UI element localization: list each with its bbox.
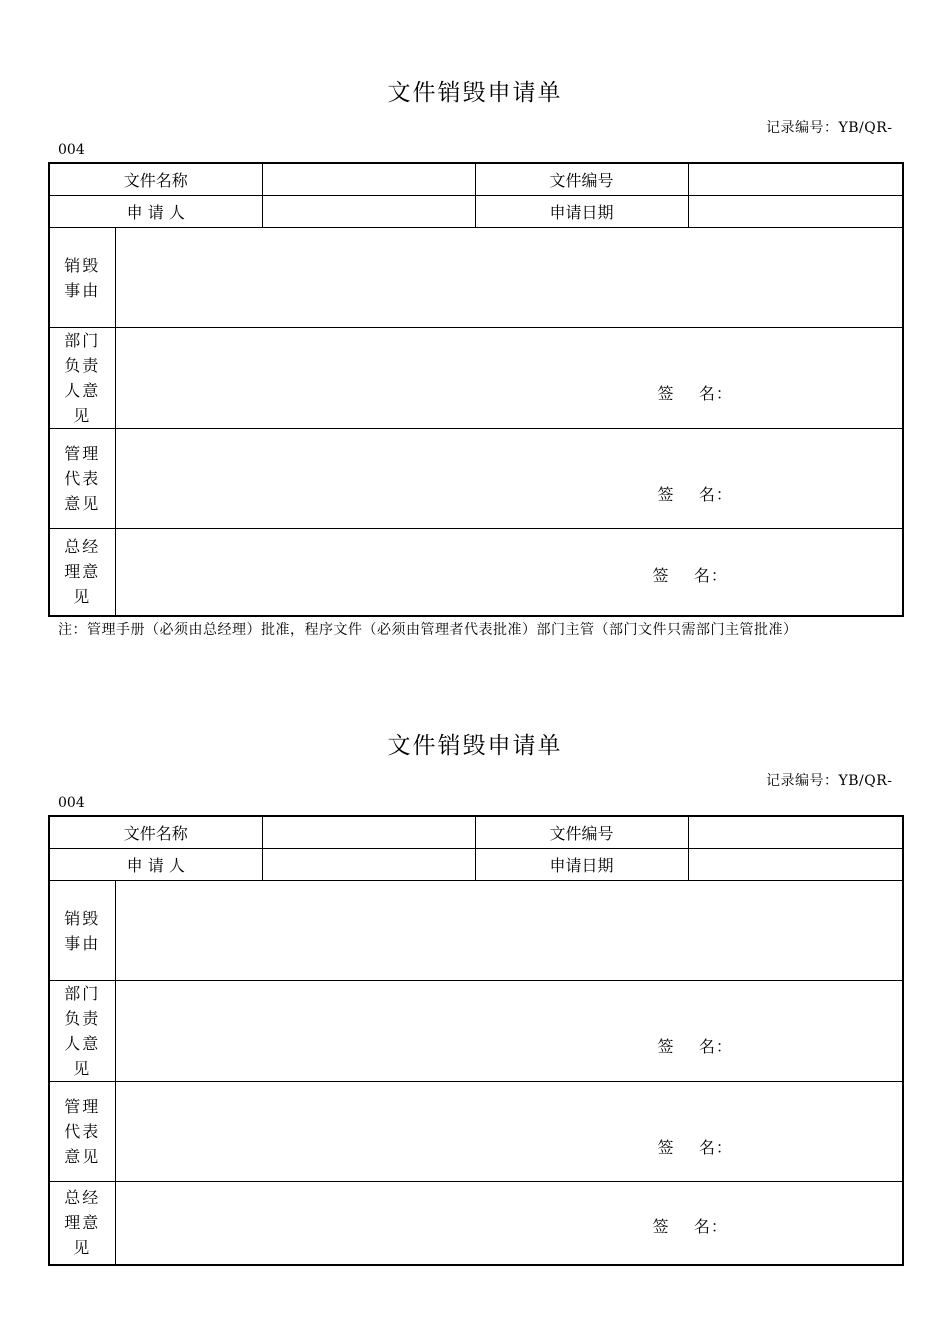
gm-opinion-label-text: 总经 理意 见	[64, 1188, 101, 1258]
reason-label	[49, 881, 115, 981]
dept-head-opinion-label	[49, 981, 115, 1082]
form-title: 文件销毁申请单	[387, 733, 563, 759]
reason-label-text: 销毁 事由	[64, 908, 101, 953]
doc-name-field[interactable]	[262, 163, 475, 196]
approval-note: 注：管理手册（必须由总经理）批准，程序文件（必须由管理者代表批准）部门主管（部门文件只需部门主管批准）	[58, 622, 798, 638]
doc-name-label: 文件名称	[49, 163, 262, 196]
reason-field[interactable]	[115, 881, 903, 981]
applicant-label: 申 请 人	[49, 196, 262, 228]
signature-label: 签 名：	[657, 1037, 733, 1056]
doc-name-field[interactable]	[262, 816, 475, 849]
apply-date-label: 申请日期	[475, 196, 688, 228]
gm-opinion-label	[49, 1182, 115, 1265]
record-number-label: 记录编号：YB/QR-	[766, 120, 893, 136]
record-number-tail: 004	[58, 795, 85, 811]
apply-date-label: 申请日期	[475, 849, 688, 881]
dept-head-opinion-label-text: 部门 负责 人意 见	[64, 984, 101, 1078]
record-number-tail: 004	[58, 142, 85, 158]
mgmt-rep-opinion-field[interactable]	[115, 1082, 903, 1182]
signature-label: 签 名：	[657, 1138, 733, 1157]
signature-label: 签 名：	[657, 384, 733, 403]
mgmt-rep-opinion-label-text: 管理 代表 意见	[64, 444, 101, 513]
signature-label: 签 名：	[652, 566, 728, 585]
mgmt-rep-opinion-label-text: 管理 代表 意见	[64, 1097, 101, 1166]
mgmt-rep-opinion-label	[49, 1082, 115, 1182]
gm-opinion-label-text: 总经 理意 见	[64, 537, 101, 607]
gm-opinion-field[interactable]	[115, 1182, 903, 1265]
gm-opinion-label	[49, 529, 115, 616]
doc-no-field[interactable]	[688, 163, 903, 196]
signature-label: 签 名：	[657, 485, 733, 504]
dept-head-opinion-label-text: 部门 负责 人意 见	[64, 331, 101, 425]
signature-label: 签 名：	[652, 1217, 728, 1236]
mgmt-rep-opinion-field[interactable]	[115, 429, 903, 529]
applicant-label: 申 请 人	[49, 849, 262, 881]
reason-field[interactable]	[115, 228, 903, 328]
reason-label-text: 销毁 事由	[64, 255, 101, 300]
mgmt-rep-opinion-label	[49, 429, 115, 529]
gm-opinion-field[interactable]	[115, 529, 903, 616]
doc-no-label: 文件编号	[475, 163, 688, 196]
application-table	[48, 162, 904, 617]
apply-date-field[interactable]	[688, 196, 903, 228]
dept-head-opinion-field[interactable]	[115, 328, 903, 429]
dept-head-opinion-field[interactable]	[115, 981, 903, 1082]
apply-date-field[interactable]	[688, 849, 903, 881]
doc-name-label: 文件名称	[49, 816, 262, 849]
form-title: 文件销毁申请单	[387, 80, 563, 106]
reason-label	[49, 228, 115, 328]
dept-head-opinion-label	[49, 328, 115, 429]
applicant-field[interactable]	[262, 849, 475, 881]
application-table	[48, 815, 904, 1266]
doc-no-field[interactable]	[688, 816, 903, 849]
record-number-label: 记录编号：YB/QR-	[766, 773, 893, 789]
applicant-field[interactable]	[262, 196, 475, 228]
doc-no-label: 文件编号	[475, 816, 688, 849]
